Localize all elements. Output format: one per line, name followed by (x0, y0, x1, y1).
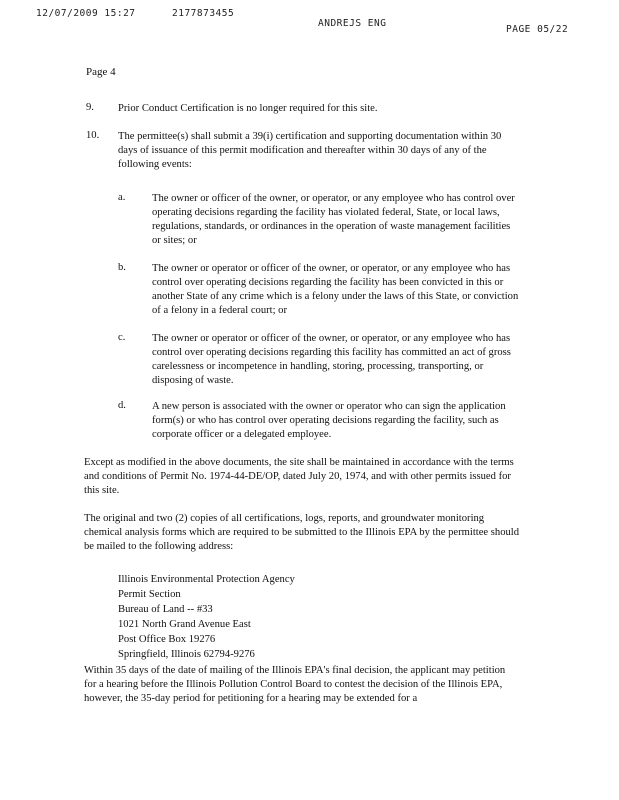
address-line: Permit Section (118, 589, 181, 601)
address-line: Post Office Box 19276 (118, 634, 216, 646)
sub-item-letter: a. (118, 192, 126, 203)
sub-item-letter: c. (118, 332, 126, 343)
page-label: Page 4 (86, 66, 116, 78)
copies-paragraph: The original and two (2) copies of all certifications, logs, reports, and groundwater monitoring chemical analysis forms which are required to be submitted to the Illinois EPA by the permittee should be mailed to the following address: (84, 513, 520, 552)
item-number: 10. (86, 130, 100, 141)
fax-sender: ANDREJS ENG (318, 18, 387, 29)
item-text: Prior Conduct Certification is no longer required for this site. (118, 103, 378, 114)
sub-item-text: The owner or officer of the owner, or operator, or any employee who has control over operating decisions regarding the facility has violated federal, State, or local laws, regulations, standards, or ordinances in the operation of waste management facilities or sites; or (152, 193, 515, 246)
item-text: The permittee(s) shall submit a 39(i) certification and supporting documentation within 30 days of issuance of this permit modification and thereafter within 30 days of any of the following events: (118, 131, 502, 170)
item-number: 9. (86, 102, 94, 113)
mailing-address (118, 572, 295, 662)
fax-phone: 2177873455 (172, 8, 235, 19)
fax-date-time: 12/07/2009 15:27 (36, 8, 136, 19)
modification-paragraph: Except as modified in the above documents, the site shall be maintained in accordance with the terms and conditions of Permit No. 1974-44-DE/OP, dated July 20, 1974, and with other permits issued for this site. (84, 457, 514, 496)
fax-page-count: PAGE 05/22 (506, 24, 569, 35)
address-line: Bureau of Land -- #33 (118, 604, 213, 616)
address-line: Springfield, Illinois 62794-9276 (118, 649, 255, 661)
address-line: Illinois Environmental Protection Agency (118, 574, 295, 585)
sub-item-text: The owner or operator or officer of the owner, or operator, or any employee who has control over operating decisions regarding this facility has committed an act of gross carelessness or incompetence in handling, storing, processing, transporting, or disposing of waste. (152, 333, 511, 386)
appeal-paragraph: Within 35 days of the date of mailing of the Illinois EPA's final decision, the applicant may petition for a hearing before the Illinois Pollution Control Board to contest the decision of the Illinois EPA, however, the 35-day period for petitioning for a hearing may be extended for a (84, 665, 506, 704)
sub-item-text: A new person is associated with the owner or operator who can sign the application form(s) or who has control over operating decisions regarding the facility, such as corporate officer or a delegated employee. (152, 401, 506, 440)
sub-item-text: The owner or operator or officer of the owner, or operator, or any employee who has control over operating decisions regarding the facility has been convicted in this or another State of any crime which is a felony under the laws of this State, or conviction of a felony in a federal court; or (152, 263, 519, 316)
address-line: 1021 North Grand Avenue East (118, 619, 251, 631)
sub-item-letter: b. (118, 262, 126, 273)
sub-item-letter: d. (118, 400, 126, 411)
